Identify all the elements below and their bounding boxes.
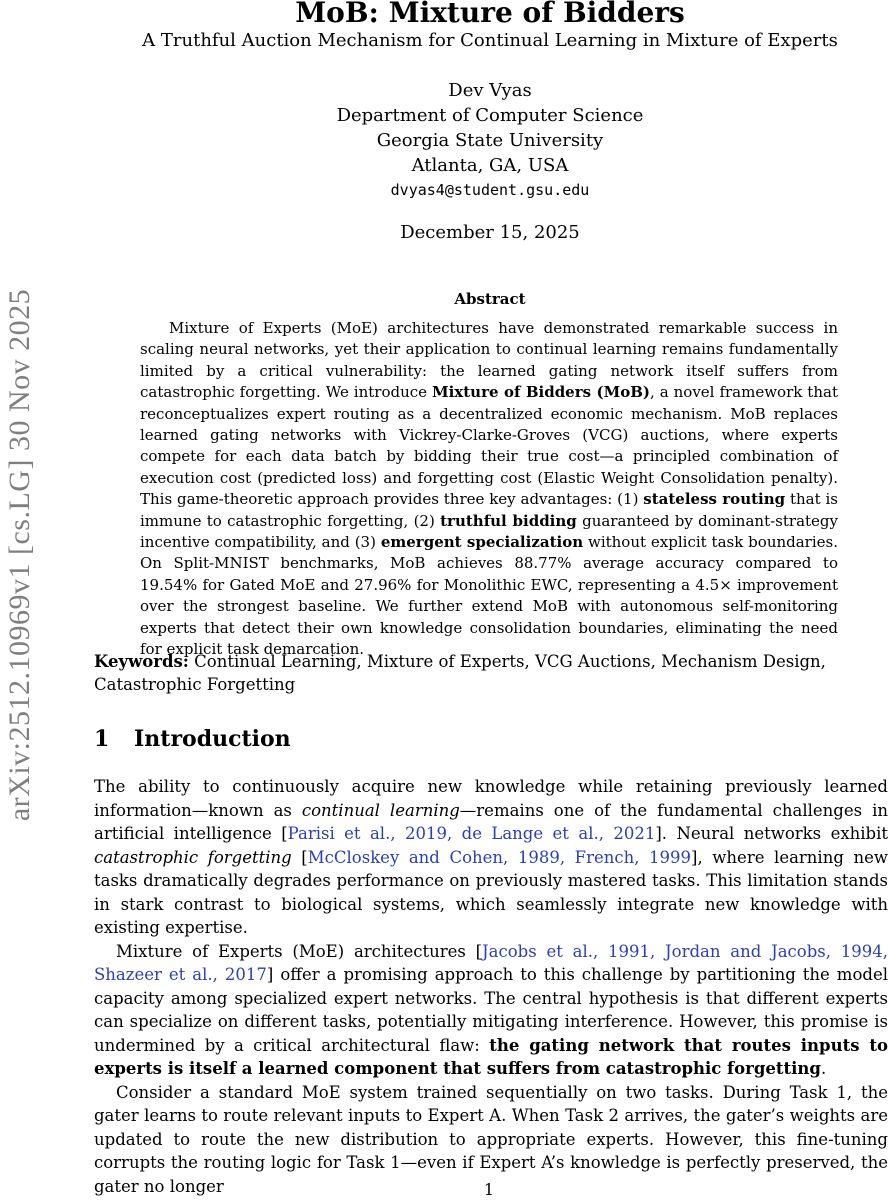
- paper-subtitle: A Truthful Auction Mechanism for Continual Learning in Mixture of Experts: [142, 30, 838, 51]
- author-name: Dev Vyas: [448, 80, 532, 101]
- citation-link[interactable]: McCloskey and Cohen, 1989, French, 1999: [307, 847, 692, 867]
- keywords-label: Keywords:: [94, 652, 189, 671]
- paper-title: MoB: Mixture of Bidders: [295, 0, 685, 29]
- citation-link[interactable]: Jacobs et al., 1991, Jordan and Jacobs, 1994, Shazeer et al., 2017: [94, 941, 888, 984]
- author-department: Department of Computer Science: [336, 105, 644, 126]
- citation-link[interactable]: Parisi et al., 2019, de Lange et al., 2021: [287, 824, 656, 843]
- abstract-heading: Abstract: [454, 290, 526, 308]
- keywords-list: Continual Learning, Mixture of Experts, VCG Auctions, Mechanism Design, Catastrophic Forgetting: [94, 652, 826, 694]
- abstract-body: [140, 318, 838, 661]
- author-email: dvyas4@student.gsu.edu: [390, 181, 590, 199]
- intro-paragraph-2: Mixture of Experts (MoE) architectures [Jacobs et al., 1991, Jordan and Jacobs, 1994, Shazeer et al., 2017] offer a promising approach to this challenge by partitioning the model capacity among specialized expert networks. The central hypothesis is that different experts can specialize on different tasks, potentially mitigating interference. However, this promise is undermined by a critical architectural flaw: the gating network that routes inputs to experts is itself a learned component that suffers from catastrophic forgetting.: [94, 941, 888, 1078]
- author-university: Georgia State University: [376, 130, 604, 151]
- abstract-paragraph: Mixture of Experts (MoE) architectures have demonstrated remarkable success in scaling neural networks, yet their application to continual learning remains fundamentally limited by a critical vulnerability: the learned gating network itself suffers from catastrophic forgetting. We introduce Mixture of Bidders (MoB), a novel framework that reconceptualizes expert routing as a decentralized economic mechanism. MoB replaces learned gating networks with Vickrey-Clarke-Groves (VCG) auctions, where experts compete for each data batch by bidding their true cost—a principled combination of execution cost (predicted loss) and forgetting cost (Elastic Weight Consolidation penalty). This game-theoretic approach provides three key advantages: (1) stateless routing that is immune to catastrophic forgetting, (2) truthful bidding guaranteed by dominant-strategy incentive compatibility, and (3) emergent specialization without explicit task boundaries. On Split-MNIST benchmarks, MoB achieves 88.77% average accuracy compared to 19.54% for Gated MoE and 27.96% for Monolithic EWC, representing a 4.5× improvement over the strongest baseline. We further extend MoB with autonomous self-monitoring experts that detect their own knowledge consolidation boundaries, eliminating the need for explicit task demarcation.: [140, 319, 838, 659]
- author-location: Atlanta, GA, USA: [411, 155, 569, 176]
- intro-paragraph-3: Consider a standard MoE system trained sequentially on two tasks. During Task 1, the gater learns to route relevant inputs to Expert A. When Task 2 arrives, the gater’s weights are updated to route the new distribution to appropriate experts. However, this fine-tuning corrupts the routing logic for Task 1—even if Expert A’s knowledge is perfectly preserved, the gater no longer: [94, 1082, 888, 1196]
- section-heading-introduction: [94, 726, 291, 752]
- author-block: [90, 78, 888, 203]
- section-title: Introduction: [134, 726, 291, 752]
- intro-paragraph-1: The ability to continuously acquire new knowledge while retaining previously learned information—known as continual learning—remains one of the fundamental challenges in artificial intelligence [Parisi et al., 2019, de Lange et al., 2021]. Neural networks exhibit catastrophic forgetting [McCloskey and Cohen, 1989, French, 1999], where learning new tasks dramatically degrades performance on previously mastered tasks. This limitation stands in stark contrast to biological systems, which seamlessly integrate new knowledge with existing expertise.: [94, 777, 888, 937]
- page-number: 1: [483, 1180, 495, 1199]
- introduction-body: [94, 775, 888, 1198]
- paper-date: December 15, 2025: [400, 222, 580, 243]
- arxiv-side-stamp: [0, 0, 40, 1200]
- section-number: 1: [94, 726, 110, 752]
- keywords: [94, 650, 888, 696]
- arxiv-identifier: arXiv:2512.10969v1 [cs.LG] 30 Nov 2025: [3, 288, 36, 822]
